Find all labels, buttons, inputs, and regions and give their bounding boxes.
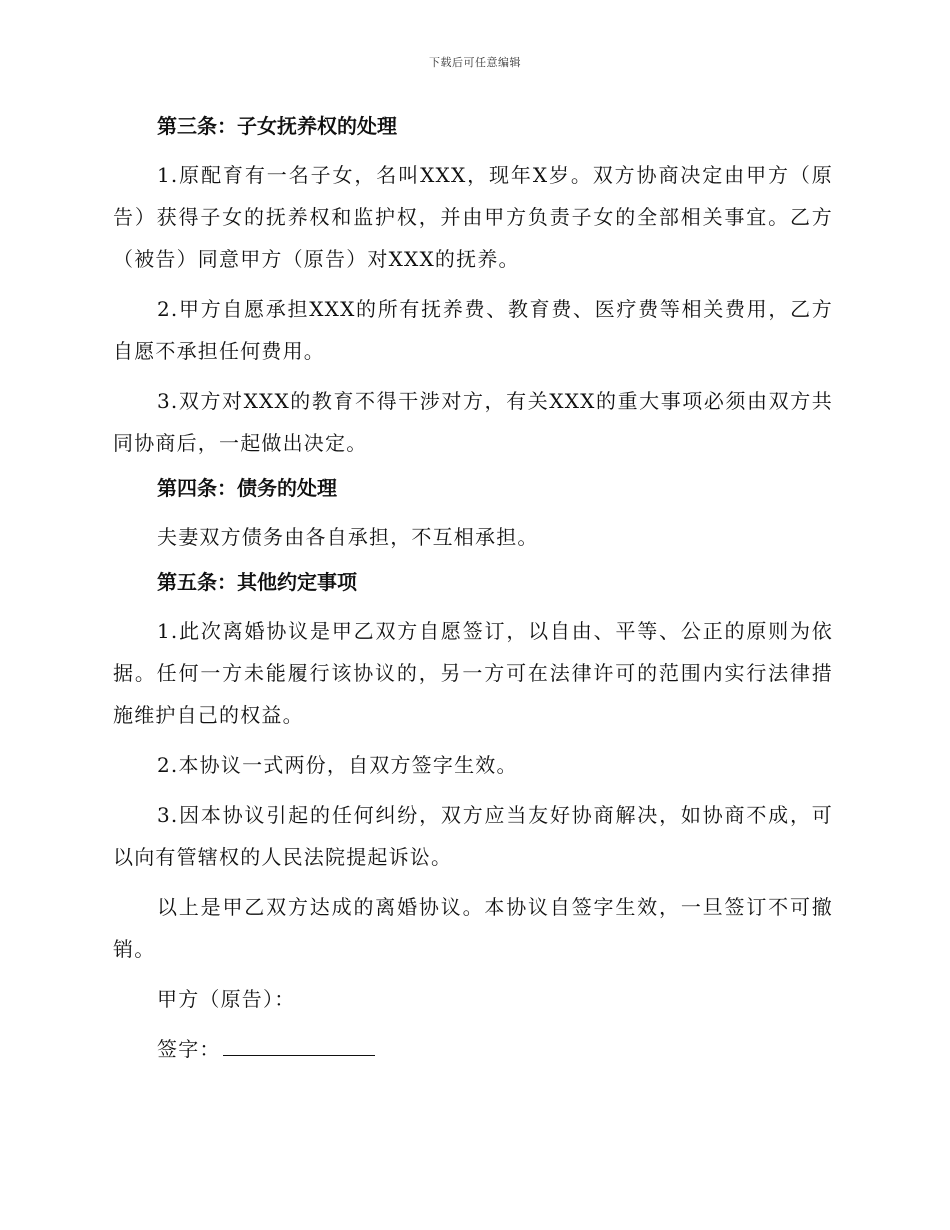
custody-paragraph-3: 3.双方对XXX的教育不得干涉对方，有关XXX的重大事项必须由双方共同协商后，一起做出决定。	[113, 389, 833, 455]
document-body	[113, 110, 833, 1078]
other-paragraph-2: 2.本协议一式两份，自双方签字生效。	[157, 753, 518, 777]
section-title-debt: 第四条：债务的处理	[157, 476, 337, 500]
party-a-label: 甲方（原告）：	[157, 987, 296, 1011]
signature-row	[113, 1028, 833, 1070]
debt-paragraph-1: 夫妻双方债务由各自承担，不互相承担。	[157, 525, 539, 549]
custody-paragraph-2: 2.甲方自愿承担XXX的所有抚养费、教育费、医疗费等相关费用，乙方自愿不承担任何费用。	[113, 297, 833, 363]
closing-paragraph: 以上是甲乙双方达成的离婚协议。本协议自签字生效，一旦签订不可撤销。	[113, 895, 833, 961]
custody-paragraph-1: 1.原配育有一名子女，名叫XXX，现年X岁。双方协商决定由甲方（原告）获得子女的抚养权和监护权，并由甲方负责子女的全部相关事宜。乙方（被告）同意甲方（原告）对XXX的抚养。	[113, 163, 833, 271]
section-title-other: 第五条：其他约定事项	[157, 570, 357, 594]
other-paragraph-1: 1.此次离婚协议是甲乙双方自愿签订，以自由、平等、公正的原则为依据。任何一方未能履行该协议的，另一方可在法律许可的范围内实行法律措施维护自己的权益。	[113, 619, 833, 727]
signature-blank-line[interactable]	[223, 1033, 375, 1056]
page-header-note: 下载后可任意编辑	[429, 56, 521, 69]
section-title-custody: 第三条：子女抚养权的处理	[157, 114, 397, 138]
other-paragraph-3: 3.因本协议引起的任何纠纷，双方应当友好协商解决，如协商不成，可以向有管辖权的人民法院提起诉讼。	[113, 803, 833, 869]
signature-label: 签字：	[157, 1037, 221, 1061]
